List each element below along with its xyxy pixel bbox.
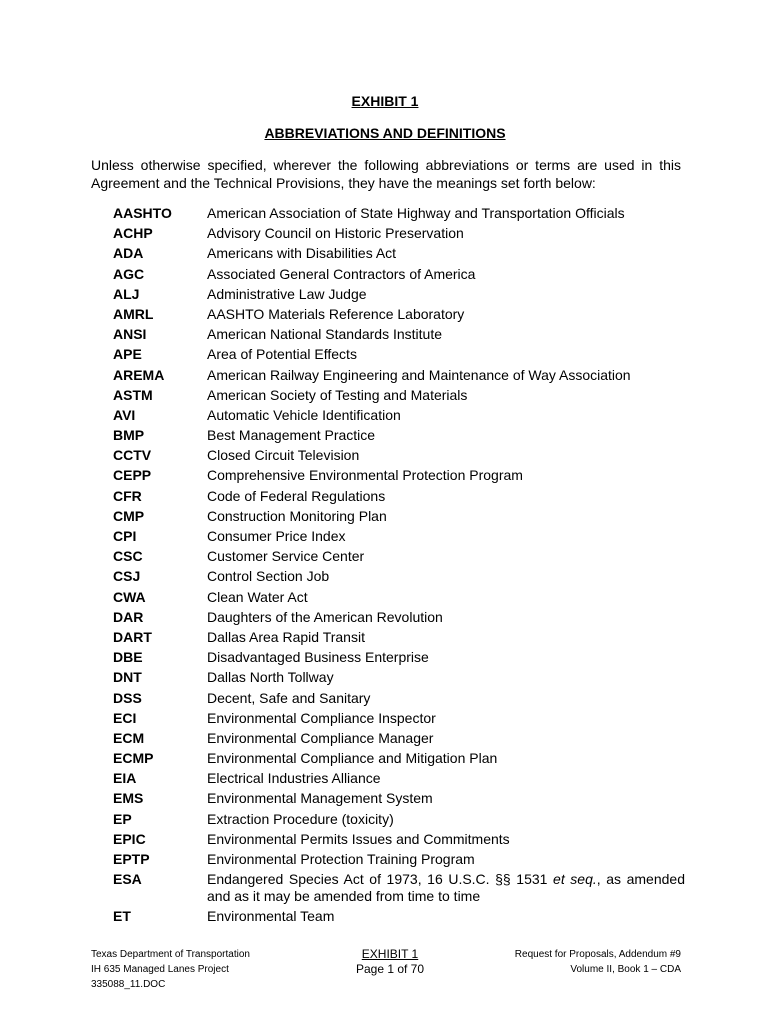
- list-item: [0, 831, 770, 851]
- abbreviation-definition: Automatic Vehicle Identification: [207, 406, 401, 423]
- abbreviation-term: ADA: [113, 245, 144, 262]
- list-item: [0, 690, 770, 710]
- abbreviation-definition: Construction Monitoring Plan: [207, 507, 387, 524]
- list-item: [0, 447, 770, 467]
- abbreviation-definition: Best Management Practice: [207, 427, 376, 444]
- abbreviation-term: DART: [113, 628, 152, 645]
- list-item: [0, 467, 770, 487]
- abbreviation-definition: American Society of Testing and Materials: [207, 386, 468, 403]
- list-item: [0, 508, 770, 528]
- list-item: [0, 730, 770, 750]
- footer-page-number: Page 1 of 70: [355, 962, 425, 976]
- list-item: [0, 589, 770, 609]
- abbreviation-term: ACHP: [113, 225, 153, 242]
- abbreviation-definition: Dallas North Tollway: [207, 669, 334, 686]
- footer-volume: Volume II, Book 1 – CDA: [570, 964, 681, 975]
- abbreviation-term: ALJ: [113, 285, 140, 302]
- list-item: [0, 286, 770, 306]
- abbreviation-term: BMP: [113, 427, 145, 444]
- abbreviation-term: AVI: [113, 406, 136, 423]
- abbreviation-term: AMRL: [113, 305, 154, 322]
- list-item: [0, 266, 770, 286]
- abbreviation-term: CPI: [113, 528, 137, 544]
- abbreviation-term: DNT: [113, 669, 142, 686]
- list-item: [0, 225, 770, 245]
- abbreviation-term: AGC: [113, 265, 145, 282]
- abbreviation-term: ECMP: [113, 750, 154, 767]
- abbreviation-term: CSJ: [113, 568, 141, 585]
- list-item: [0, 649, 770, 669]
- abbreviation-definition: Daughters of the American Revolution: [207, 608, 443, 625]
- list-item: [0, 750, 770, 770]
- definition-text: Endangered Species Act of 1973, 16 U.S.C. §§ 1531: [207, 871, 554, 888]
- footer-doc-id: 335088_11.DOC: [91, 979, 166, 990]
- abbreviation-term: APE: [113, 346, 142, 363]
- list-item: [0, 367, 770, 387]
- abbreviation-term: DBE: [113, 649, 143, 666]
- abbreviation-definition: Environmental Team: [207, 907, 335, 924]
- abbreviation-definition: Area of Potential Effects: [207, 346, 357, 363]
- abbreviation-term: ANSI: [113, 326, 147, 343]
- abbreviation-definition: American Railway Engineering and Maintenance of Way Association: [207, 366, 631, 383]
- list-item: [0, 710, 770, 730]
- list-item: [0, 609, 770, 629]
- abbreviation-term: AREMA: [113, 366, 165, 383]
- abbreviation-definition: Dallas Area Rapid Transit: [207, 628, 365, 645]
- list-item: [0, 205, 770, 225]
- abbreviation-definition: AASHTO Materials Reference Laboratory: [207, 305, 465, 322]
- abbreviation-definition: Code of Federal Regulations: [207, 487, 386, 504]
- abbreviation-term: DSS: [113, 689, 142, 706]
- abbreviation-definition: Environmental Protection Training Program: [207, 851, 475, 867]
- abbreviation-definition: Consumer Price Index: [207, 528, 346, 544]
- list-item: [0, 811, 770, 831]
- definition-text: , as amended and as it may be amended from time to time: [207, 871, 685, 905]
- list-item: [0, 528, 770, 548]
- footer-center: [300, 947, 480, 977]
- footer-project: IH 635 Managed Lanes Project: [91, 964, 229, 975]
- abbreviation-definition: Control Section Job: [207, 568, 330, 585]
- list-item: [0, 669, 770, 689]
- abbreviation-term: EIA: [113, 770, 137, 787]
- footer-left: [91, 947, 250, 992]
- abbreviation-term: EPIC: [113, 830, 146, 847]
- abbreviation-definition: Comprehensive Environmental Protection Program: [207, 467, 523, 484]
- abbreviation-definition: American Association of State Highway and Transportation Officials: [207, 205, 625, 221]
- abbreviation-definition: Electrical Industries Alliance: [207, 770, 381, 787]
- abbreviation-definition: Environmental Compliance Inspector: [207, 709, 436, 726]
- abbreviation-term: CEPP: [113, 467, 152, 484]
- abbreviation-definition: Advisory Council on Historic Preservation: [207, 225, 464, 242]
- abbreviation-definition: Extraction Procedure (toxicity): [207, 810, 394, 827]
- abbreviation-term: ECM: [113, 729, 145, 746]
- list-item: [0, 387, 770, 407]
- abbreviation-term: EPTP: [113, 851, 150, 867]
- list-item: [0, 245, 770, 265]
- abbreviation-definition: Americans with Disabilities Act: [207, 245, 397, 262]
- list-item: [0, 770, 770, 790]
- abbreviation-definition: Environmental Compliance and Mitigation Plan: [207, 750, 498, 767]
- abbreviation-term: CWA: [113, 588, 146, 605]
- list-item: [0, 790, 770, 810]
- abbreviation-term: CMP: [113, 507, 145, 524]
- list-item: [0, 326, 770, 346]
- list-item: [0, 629, 770, 649]
- footer-org: Texas Department of Transportation: [91, 949, 250, 960]
- abbreviation-term: EP: [113, 810, 132, 827]
- abbreviation-definition: Environmental Compliance Manager: [207, 729, 434, 746]
- abbreviation-term: ASTM: [113, 386, 153, 403]
- abbreviation-definition: Associated General Contractors of America: [207, 265, 476, 282]
- footer-exhibit: EXHIBIT 1: [361, 947, 419, 961]
- abbreviation-definition: Decent, Safe and Sanitary: [207, 689, 371, 706]
- footer-rfp: Request for Proposals, Addendum #9: [514, 949, 681, 960]
- list-item: [0, 851, 770, 871]
- intro-paragraph: Unless otherwise specified, wherever the following abbreviations or terms are used in this Agreement and the Technical Provisions, they have the meanings set forth below:: [91, 157, 681, 191]
- abbreviation-definition: American National Standards Institute: [207, 326, 443, 343]
- abbreviation-term: CCTV: [113, 447, 152, 464]
- list-item: [0, 568, 770, 588]
- abbreviation-definition: Administrative Law Judge: [207, 285, 367, 302]
- definition-italic-text: et seq.: [553, 871, 597, 888]
- abbreviation-definition: Environmental Permits Issues and Commitments: [207, 830, 510, 847]
- abbreviation-definition: Customer Service Center: [207, 548, 365, 565]
- list-item: [0, 488, 770, 508]
- abbreviation-term: CFR: [113, 487, 142, 504]
- list-item: [0, 306, 770, 326]
- list-item: [0, 908, 770, 928]
- abbreviation-list: [0, 205, 770, 928]
- abbreviation-definition: Clean Water Act: [207, 588, 308, 605]
- abbreviation-definition: Closed Circuit Television: [207, 447, 360, 464]
- abbreviation-definition: Environmental Management System: [207, 790, 433, 807]
- list-item: [0, 346, 770, 366]
- abbreviation-term: ET: [113, 907, 131, 924]
- abbreviation-term: DAR: [113, 608, 144, 625]
- abbreviation-definition: [207, 871, 685, 905]
- section-title: ABBREVIATIONS AND DEFINITIONS: [264, 125, 506, 141]
- abbreviation-term: EMS: [113, 790, 144, 807]
- list-item: [0, 427, 770, 447]
- exhibit-title: EXHIBIT 1: [351, 93, 419, 109]
- abbreviation-definition: Disadvantaged Business Enterprise: [207, 649, 429, 666]
- abbreviation-term: ECI: [113, 709, 137, 726]
- abbreviation-term: AASHTO: [113, 205, 172, 221]
- list-item: [0, 548, 770, 568]
- abbreviation-term: CSC: [113, 548, 143, 565]
- footer-right: [515, 947, 681, 977]
- abbreviation-term: ESA: [113, 871, 142, 888]
- list-item: [0, 407, 770, 427]
- list-item: [0, 871, 770, 908]
